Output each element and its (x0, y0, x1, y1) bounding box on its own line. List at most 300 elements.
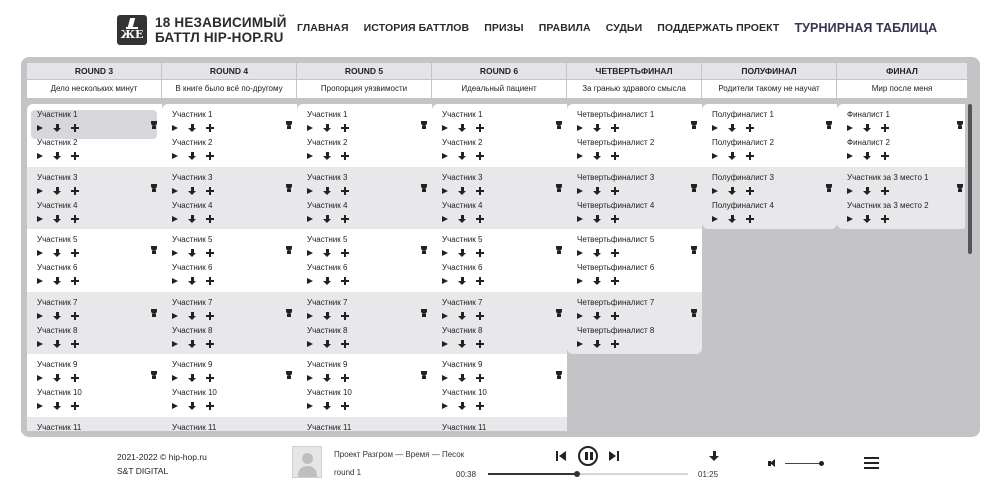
download-icon[interactable] (728, 187, 736, 195)
participant-slot[interactable] (307, 201, 427, 230)
trophy-icon[interactable] (420, 184, 428, 193)
match-card (432, 229, 567, 292)
download-icon[interactable] (53, 312, 61, 320)
participant-slot[interactable] (847, 110, 965, 139)
download-icon[interactable] (863, 124, 871, 132)
download-icon[interactable] (458, 374, 466, 382)
participant-slot[interactable] (31, 110, 157, 139)
participant-slot[interactable] (172, 173, 292, 202)
participant-slot[interactable] (172, 110, 292, 139)
download-icon[interactable] (863, 187, 871, 195)
add-icon[interactable] (71, 187, 79, 195)
download-icon[interactable] (593, 249, 601, 257)
participant-slot[interactable] (577, 201, 697, 230)
participant-slot[interactable] (172, 360, 292, 389)
download-icon[interactable] (728, 152, 736, 160)
nav-home[interactable]: ГЛАВНАЯ (297, 22, 349, 34)
participant-slot[interactable] (442, 263, 562, 292)
play-icon[interactable] (172, 125, 178, 131)
add-icon[interactable] (341, 215, 349, 223)
add-icon[interactable] (206, 374, 214, 382)
add-icon[interactable] (746, 124, 754, 132)
add-icon[interactable] (881, 215, 889, 223)
play-icon[interactable] (712, 216, 718, 222)
add-icon[interactable] (341, 249, 349, 257)
participant-slot[interactable] (37, 263, 157, 292)
play-icon[interactable] (172, 375, 178, 381)
add-icon[interactable] (206, 312, 214, 320)
play-icon[interactable] (847, 216, 853, 222)
nav-rules[interactable]: ПРАВИЛА (538, 22, 591, 34)
participant-slot[interactable] (442, 326, 562, 355)
download-icon[interactable] (593, 215, 601, 223)
download-icon[interactable] (323, 312, 331, 320)
participant-slot[interactable] (172, 263, 292, 292)
trophy-icon[interactable] (690, 246, 698, 255)
nav-tournament-table[interactable]: ТУРНИРНАЯ ТАБЛИЦА (794, 21, 938, 35)
participant-slot[interactable] (172, 298, 292, 327)
trophy-icon[interactable] (285, 121, 293, 130)
download-icon[interactable] (188, 277, 196, 285)
nav-prizes[interactable]: ПРИЗЫ (484, 22, 524, 34)
play-icon[interactable] (172, 341, 178, 347)
add-icon[interactable] (611, 152, 619, 160)
playlist-icon[interactable] (864, 457, 879, 469)
participant-slot[interactable] (442, 388, 562, 417)
add-icon[interactable] (611, 215, 619, 223)
add-icon[interactable] (611, 340, 619, 348)
site-title[interactable] (155, 15, 287, 45)
download-icon[interactable] (53, 340, 61, 348)
participant-slot[interactable] (577, 110, 697, 139)
participant-slot[interactable] (712, 138, 832, 167)
play-icon[interactable] (577, 216, 583, 222)
participant-slot[interactable] (847, 173, 965, 202)
add-icon[interactable] (476, 374, 484, 382)
download-icon[interactable] (53, 187, 61, 195)
play-icon[interactable] (442, 216, 448, 222)
scrollbar[interactable] (967, 104, 973, 431)
add-icon[interactable] (71, 340, 79, 348)
download-icon[interactable] (323, 249, 331, 257)
download-icon[interactable] (458, 312, 466, 320)
match-card (162, 292, 297, 355)
next-icon[interactable] (609, 451, 620, 461)
play-icon[interactable] (307, 216, 313, 222)
participant-slot[interactable] (37, 388, 157, 417)
match-card (297, 292, 432, 355)
play-icon[interactable] (577, 188, 583, 194)
download-icon[interactable] (188, 402, 196, 410)
participant-name: Участник 2 (37, 138, 78, 147)
add-icon[interactable] (206, 124, 214, 132)
trophy-icon[interactable] (555, 309, 563, 318)
play-icon[interactable] (577, 125, 583, 131)
nav-judges[interactable]: СУДЬИ (605, 22, 643, 34)
participant-slot[interactable] (712, 201, 832, 230)
trophy-icon[interactable] (825, 184, 833, 193)
download-icon[interactable] (458, 152, 466, 160)
play-icon[interactable] (847, 125, 853, 131)
play-icon[interactable] (442, 341, 448, 347)
download-icon[interactable] (53, 277, 61, 285)
play-icon[interactable] (442, 403, 448, 409)
volume-slider[interactable] (785, 463, 823, 464)
play-icon[interactable] (712, 153, 718, 159)
participant-slot[interactable] (442, 423, 562, 432)
play-icon[interactable] (442, 375, 448, 381)
add-icon[interactable] (881, 124, 889, 132)
pause-icon[interactable] (578, 446, 598, 466)
download-icon[interactable] (323, 187, 331, 195)
play-icon[interactable] (172, 250, 178, 256)
participant-controls (172, 186, 292, 196)
download-icon[interactable] (53, 124, 61, 132)
participant-slot[interactable] (307, 173, 427, 202)
participant-slot[interactable] (577, 298, 697, 327)
trophy-icon[interactable] (285, 309, 293, 318)
play-icon[interactable] (442, 125, 448, 131)
participant-slot[interactable] (577, 235, 697, 264)
download-icon[interactable] (188, 312, 196, 320)
play-icon[interactable] (37, 153, 43, 159)
add-icon[interactable] (611, 187, 619, 195)
nav-support[interactable]: ПОДДЕРЖАТЬ ПРОЕКТ (657, 22, 780, 34)
add-icon[interactable] (341, 187, 349, 195)
participant-slot[interactable] (307, 423, 427, 432)
download-icon[interactable] (188, 152, 196, 160)
participant-name: Полуфиналист 2 (712, 138, 774, 147)
trophy-icon[interactable] (956, 184, 964, 193)
participant-slot[interactable] (307, 326, 427, 355)
add-icon[interactable] (341, 340, 349, 348)
play-icon[interactable] (442, 250, 448, 256)
participant-slot[interactable] (307, 235, 427, 264)
add-icon[interactable] (71, 249, 79, 257)
add-icon[interactable] (206, 215, 214, 223)
download-icon[interactable] (53, 152, 61, 160)
trophy-icon[interactable] (690, 184, 698, 193)
participant-name: Участник 11 (307, 422, 352, 431)
add-icon[interactable] (341, 312, 349, 320)
add-icon[interactable] (71, 124, 79, 132)
play-icon[interactable] (172, 216, 178, 222)
participant-slot[interactable] (37, 201, 157, 230)
add-icon[interactable] (476, 277, 484, 285)
trophy-icon[interactable] (150, 371, 158, 380)
download-icon[interactable] (593, 187, 601, 195)
trophy-icon[interactable] (285, 184, 293, 193)
play-icon[interactable] (442, 278, 448, 284)
add-icon[interactable] (611, 124, 619, 132)
play-icon[interactable] (37, 313, 43, 319)
progress-bar[interactable] (488, 473, 688, 475)
participant-slot[interactable] (172, 235, 292, 264)
add-icon[interactable] (341, 402, 349, 410)
play-icon[interactable] (37, 278, 43, 284)
add-icon[interactable] (341, 152, 349, 160)
download-icon[interactable] (323, 277, 331, 285)
participant-slot[interactable] (37, 138, 157, 167)
play-icon[interactable] (37, 403, 43, 409)
participant-controls (442, 311, 562, 321)
participant-slot[interactable] (307, 110, 427, 139)
participant-name: Участник 1 (172, 110, 213, 119)
play-icon[interactable] (442, 153, 448, 159)
play-icon[interactable] (712, 125, 718, 131)
participant-name: Участник 11 (37, 422, 82, 431)
download-icon[interactable] (863, 215, 871, 223)
scrollbar-thumb[interactable] (968, 104, 972, 254)
participant-slot[interactable] (577, 173, 697, 202)
trophy-icon[interactable] (420, 309, 428, 318)
round-header (567, 63, 702, 98)
add-icon[interactable] (206, 340, 214, 348)
download-icon[interactable] (188, 215, 196, 223)
download-icon[interactable] (188, 249, 196, 257)
trophy-icon[interactable] (690, 121, 698, 130)
participant-slot[interactable] (172, 423, 292, 432)
add-icon[interactable] (476, 402, 484, 410)
trophy-icon[interactable] (285, 246, 293, 255)
participant-slot[interactable] (37, 326, 157, 355)
download-icon[interactable] (323, 124, 331, 132)
participant-slot[interactable] (577, 263, 697, 292)
participant-slot[interactable] (442, 201, 562, 230)
play-icon[interactable] (577, 250, 583, 256)
trophy-icon[interactable] (555, 121, 563, 130)
play-icon[interactable] (172, 153, 178, 159)
trophy-icon[interactable] (555, 184, 563, 193)
trophy-icon[interactable] (555, 246, 563, 255)
add-icon[interactable] (341, 374, 349, 382)
participant-name: Полуфиналист 3 (712, 172, 774, 182)
participant-slot[interactable] (307, 360, 427, 389)
trophy-icon[interactable] (956, 121, 964, 130)
play-icon[interactable] (847, 153, 853, 159)
trophy-icon[interactable] (420, 371, 428, 380)
add-icon[interactable] (206, 152, 214, 160)
add-icon[interactable] (746, 152, 754, 160)
participant-slot[interactable] (442, 235, 562, 264)
play-icon[interactable] (172, 188, 178, 194)
play-icon[interactable] (577, 313, 583, 319)
trophy-icon[interactable] (555, 371, 563, 380)
participant-name: Участник 8 (172, 325, 213, 335)
trophy-icon[interactable] (150, 309, 158, 318)
participant-controls (577, 276, 697, 286)
participant-slot[interactable] (442, 173, 562, 202)
download-icon[interactable] (593, 340, 601, 348)
play-icon[interactable] (712, 188, 718, 194)
download-icon[interactable] (323, 374, 331, 382)
play-icon[interactable] (577, 341, 583, 347)
nav-history[interactable]: ИСТОРИЯ БАТТЛОВ (363, 22, 470, 34)
add-icon[interactable] (476, 249, 484, 257)
download-icon[interactable] (188, 187, 196, 195)
participant-slot[interactable] (172, 326, 292, 355)
download-icon[interactable] (323, 152, 331, 160)
logo-icon[interactable]: ЖЕ (117, 15, 147, 45)
download-icon[interactable] (323, 215, 331, 223)
play-icon[interactable] (847, 188, 853, 194)
add-icon[interactable] (341, 277, 349, 285)
add-icon[interactable] (71, 312, 79, 320)
add-icon[interactable] (611, 277, 619, 285)
participant-slot[interactable] (307, 388, 427, 417)
play-icon[interactable] (307, 313, 313, 319)
add-icon[interactable] (746, 187, 754, 195)
download-icon[interactable] (53, 402, 61, 410)
add-icon[interactable] (206, 277, 214, 285)
add-icon[interactable] (476, 312, 484, 320)
prev-icon[interactable] (556, 451, 567, 461)
add-icon[interactable] (476, 152, 484, 160)
add-icon[interactable] (71, 374, 79, 382)
participant-slot[interactable] (847, 201, 965, 230)
add-icon[interactable] (881, 187, 889, 195)
add-icon[interactable] (206, 249, 214, 257)
download-icon[interactable] (728, 215, 736, 223)
trophy-icon[interactable] (150, 246, 158, 255)
download-icon[interactable] (188, 124, 196, 132)
add-icon[interactable] (611, 249, 619, 257)
play-icon[interactable] (307, 341, 313, 347)
progress-fill (488, 473, 577, 475)
add-icon[interactable] (206, 402, 214, 410)
download-icon[interactable] (323, 340, 331, 348)
participant-slot[interactable] (442, 298, 562, 327)
play-icon[interactable] (577, 153, 583, 159)
add-icon[interactable] (476, 187, 484, 195)
download-icon[interactable] (728, 124, 736, 132)
participant-slot[interactable] (847, 138, 965, 167)
participant-name: Четвертьфиналист 8 (577, 325, 655, 335)
download-icon[interactable] (188, 340, 196, 348)
play-icon[interactable] (442, 188, 448, 194)
play-icon[interactable] (307, 188, 313, 194)
trophy-icon[interactable] (150, 184, 158, 193)
download-icon[interactable] (323, 402, 331, 410)
trophy-icon[interactable] (690, 309, 698, 318)
participant-slot[interactable] (37, 298, 157, 327)
participant-slot[interactable] (37, 173, 157, 202)
download-icon[interactable] (593, 312, 601, 320)
add-icon[interactable] (206, 187, 214, 195)
download-icon[interactable] (593, 277, 601, 285)
participant-controls (307, 311, 427, 321)
download-icon[interactable] (458, 215, 466, 223)
participant-slot[interactable] (442, 138, 562, 167)
download-icon[interactable] (863, 152, 871, 160)
download-icon[interactable] (709, 451, 719, 461)
play-icon[interactable] (307, 125, 313, 131)
participant-slot[interactable] (37, 360, 157, 389)
add-icon[interactable] (71, 152, 79, 160)
participant-slot[interactable] (577, 138, 697, 167)
play-icon[interactable] (37, 188, 43, 194)
trophy-icon[interactable] (420, 121, 428, 130)
play-icon[interactable] (307, 153, 313, 159)
add-icon[interactable] (746, 215, 754, 223)
play-icon[interactable] (37, 125, 43, 131)
participant-slot[interactable] (712, 110, 832, 139)
participant-slot[interactable] (172, 388, 292, 417)
play-icon[interactable] (37, 250, 43, 256)
download-icon[interactable] (458, 187, 466, 195)
participant-slot[interactable] (307, 263, 427, 292)
participant-controls (307, 123, 427, 133)
add-icon[interactable] (71, 215, 79, 223)
progress-knob[interactable] (574, 471, 580, 477)
download-icon[interactable] (188, 374, 196, 382)
trophy-icon[interactable] (285, 371, 293, 380)
play-icon[interactable] (172, 313, 178, 319)
participant-slot[interactable] (577, 326, 697, 355)
add-icon[interactable] (71, 277, 79, 285)
download-icon[interactable] (458, 124, 466, 132)
download-icon[interactable] (53, 249, 61, 257)
participant-slot[interactable] (172, 201, 292, 230)
participant-slot[interactable] (307, 298, 427, 327)
download-icon[interactable] (458, 340, 466, 348)
play-icon[interactable] (442, 313, 448, 319)
match-card (162, 229, 297, 292)
play-icon[interactable] (307, 278, 313, 284)
trophy-icon[interactable] (825, 121, 833, 130)
play-icon[interactable] (172, 278, 178, 284)
add-icon[interactable] (71, 402, 79, 410)
download-icon[interactable] (593, 124, 601, 132)
play-icon[interactable] (307, 375, 313, 381)
add-icon[interactable] (476, 215, 484, 223)
play-icon[interactable] (307, 250, 313, 256)
participant-controls (577, 151, 697, 161)
add-icon[interactable] (476, 340, 484, 348)
add-icon[interactable] (881, 152, 889, 160)
download-icon[interactable] (458, 277, 466, 285)
play-icon[interactable] (577, 278, 583, 284)
participant-slot[interactable] (37, 423, 157, 432)
download-icon[interactable] (593, 152, 601, 160)
volume-knob[interactable] (819, 461, 824, 466)
download-icon[interactable] (53, 374, 61, 382)
play-icon[interactable] (37, 341, 43, 347)
participant-slot[interactable] (307, 138, 427, 167)
participant-controls (172, 151, 292, 161)
participant-name: Участник 10 (172, 388, 217, 397)
trophy-icon[interactable] (150, 121, 158, 130)
participant-slot[interactable] (172, 138, 292, 167)
participant-slot[interactable] (712, 173, 832, 202)
download-icon[interactable] (458, 402, 466, 410)
add-icon[interactable] (341, 124, 349, 132)
participant-slot[interactable] (442, 360, 562, 389)
play-icon[interactable] (37, 216, 43, 222)
round-name: ROUND 4 (162, 63, 296, 80)
download-icon[interactable] (458, 249, 466, 257)
participant-slot[interactable] (37, 235, 157, 264)
add-icon[interactable] (476, 124, 484, 132)
download-icon[interactable] (53, 215, 61, 223)
trophy-icon[interactable] (420, 246, 428, 255)
play-icon[interactable] (172, 403, 178, 409)
play-icon[interactable] (37, 375, 43, 381)
participant-slot[interactable] (442, 110, 562, 139)
play-icon[interactable] (307, 403, 313, 409)
volume-icon[interactable] (768, 459, 779, 468)
add-icon[interactable] (611, 312, 619, 320)
